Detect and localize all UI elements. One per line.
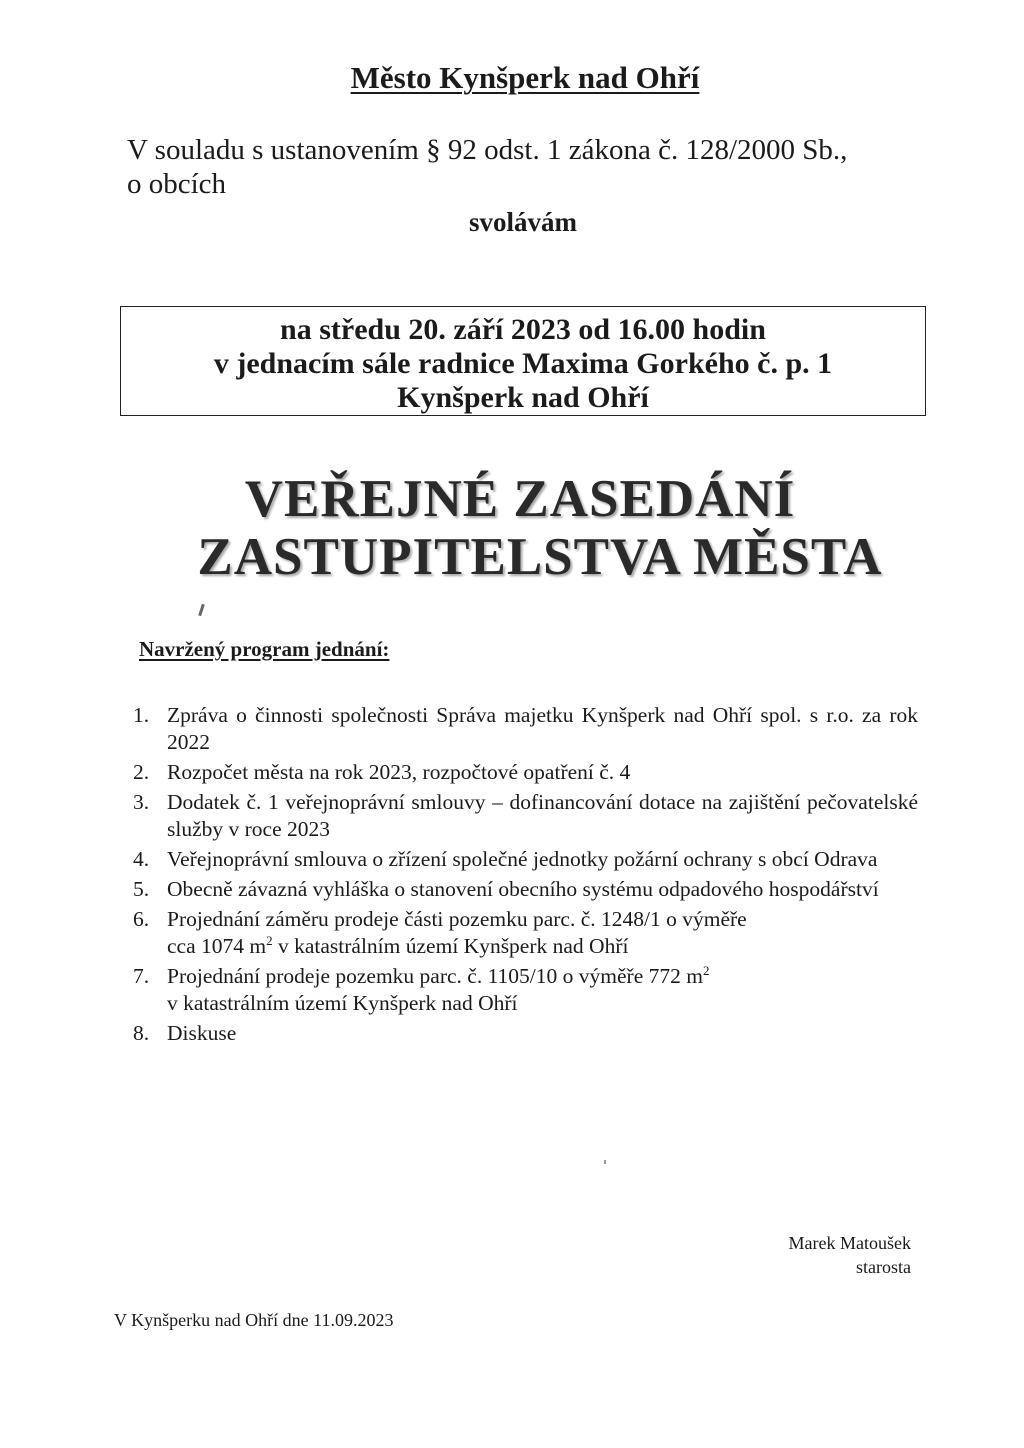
agenda-item: 8. Diskuse	[133, 1021, 237, 1045]
legal-intro	[127, 133, 927, 201]
agenda-item-text: Obecně závazná vyhláška o stanovení obecního systému odpadového hospodářství	[167, 877, 879, 901]
agenda-item-text: Dodatek č. 1 veřejnoprávní smlouvy – dofinancování dotace na zajištění pečovatelské služby v roce 2023	[167, 790, 918, 841]
agenda-item: 4. Veřejnoprávní smlouva o zřízení společné jednotky požární ochrany s obcí Odrava	[133, 847, 878, 871]
scan-mark	[198, 604, 205, 616]
agenda-item-text: Veřejnoprávní smlouva o zřízení společné jednotky požární ochrany s obcí Odrava	[167, 847, 878, 871]
date-line: V Kynšperku nad Ohří dne 11.09.2023	[114, 1310, 394, 1330]
agenda-item-text-cont: cca 1074 $m^2$ v katastrálním území Kynšperk nad Ohří	[167, 932, 629, 958]
agenda-item: 5. Obecně závazná vyhláška o stanovení obecního systému odpadového hospodářství	[133, 877, 879, 901]
meeting-info-box	[120, 306, 926, 416]
meeting-town: Kynšperk nad Ohří	[397, 381, 649, 414]
intro-line-1-text: V souladu s ustanovením § 92 odst. 1 zákona č. 128/2000 Sb.,	[127, 134, 848, 166]
convene-text: svolávám	[469, 207, 577, 237]
intro-line-1	[127, 133, 922, 167]
mayor-role: starosta	[856, 1257, 911, 1277]
meeting-venue: v jednacím sále radnice Maxima Gorkého č. p. 1	[213, 347, 833, 380]
agenda-item-text: Projednání prodeje pozemku parc. č. 1105/10 o výměře 772 $m^2$	[167, 962, 710, 988]
agenda-item-text: Diskuse	[167, 1021, 237, 1045]
agenda-item-text: Projednání záměru prodeje části pozemku parc. č. 1248/1 o výměře	[167, 907, 747, 931]
heading-line-1: VEŘEJNÉ ZASEDÁNÍ	[244, 470, 796, 528]
agenda-item-text: Rozpočet města na rok 2023, rozpočtové opatření č. 4	[167, 760, 631, 784]
agenda-item: 3. Dodatek č. 1 veřejnoprávní smlouvy – dofinancování dotace na zajištění pečovatelské služby v roce 2023	[133, 790, 918, 841]
agenda-item: 1. Zpráva o činnosti společnosti Správa majetku Kynšperk nad Ohří spol. s r.o. za rok 2022	[133, 703, 918, 754]
agenda-list	[133, 702, 918, 1047]
agenda-item: 6. Projednání záměru prodeje části pozemku parc. č. 1248/1 o výměře cca 1074 $m^2$ v katastrálním území Kynšperk nad Ohří	[133, 906, 918, 960]
mayor-name: Marek Matoušek	[788, 1233, 911, 1253]
agenda-item-text-cont: v katastrálním území Kynšperk nad Ohří	[167, 991, 518, 1015]
agenda-label: Navržený program jednání:	[139, 637, 390, 661]
meeting-date: na středu 20. září 2023 od 16.00 hodin	[280, 313, 766, 346]
city-title: Město Kynšperk nad Ohří	[350, 60, 700, 95]
main-heading	[0, 470, 1024, 586]
scan-mark	[604, 1160, 606, 1164]
agenda-item: 2. Rozpočet města na rok 2023, rozpočtové opatření č. 4	[133, 760, 631, 784]
intro-line-2: o obcích	[127, 168, 227, 200]
signature-block	[789, 1231, 911, 1279]
heading-line-2: ZASTUPITELSTVA MĚSTA	[197, 528, 883, 586]
agenda-item-text: Zpráva o činnosti společnosti Správa majetku Kynšperk nad Ohří spol. s r.o. za rok 2022	[167, 703, 918, 754]
agenda-item: 7. Projednání prodeje pozemku parc. č. 1105/10 o výměře 772 $m^2$ v katastrálním území Kynšperk nad Ohří	[133, 963, 918, 1017]
